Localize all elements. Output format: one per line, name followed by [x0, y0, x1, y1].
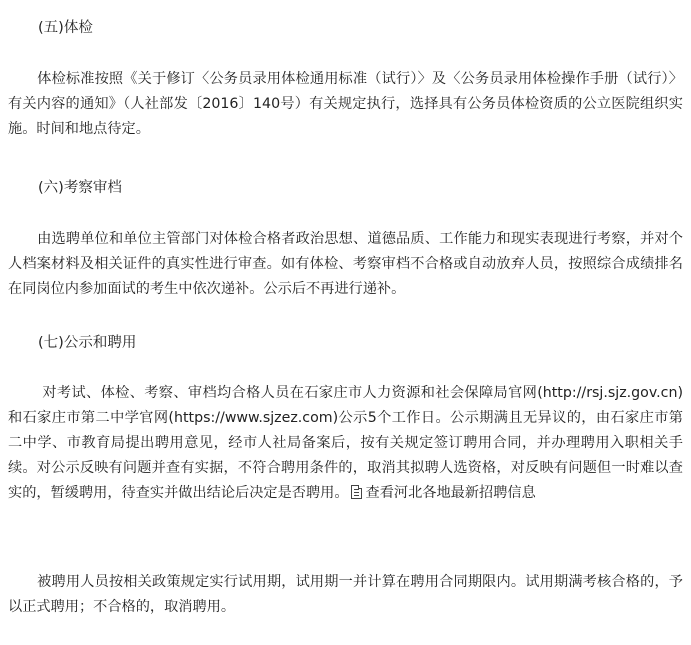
section-heading-publicity: (七)公示和聘用: [38, 335, 137, 351]
hebei-jobs-link-label: 查看河北各地最新招聘信息: [365, 485, 536, 501]
paragraph-physical-exam-text: 体检标准按照《关于修订〈公务员录用体检通用标准（试行）〉及〈公务员录用体检操作手册（试行）〉有关内容的通知》（人社部发〔2016〕140号）有关规定执行，选择具有公务员体检资质的公立医院组织实施。时间和地点待定。: [8, 71, 683, 137]
paragraph-investigation-text: 由选聘单位和单位主管部门对体检合格者政治思想、道德品质、工作能力和现实表现进行考察，并对个人档案材料及相关证件的真实性进行审查。如有体检、考察审档不合格或自动放弃人员，按照综合成绩排名在同岗位内参加面试的考生中依次递补。公示后不再进行递补。: [8, 231, 683, 297]
document-icon: [351, 485, 362, 499]
section-heading-investigation: (六)考察审档: [38, 180, 122, 196]
paragraph-investigation: [8, 227, 683, 302]
section-heading-physical-exam: (五)体检: [38, 20, 93, 36]
paragraph-probation-text: 被聘用人员按相关政策规定实行试用期，试用期一并计算在聘用合同期限内。试用期满考核合格的，予以正式聘用；不合格的，取消聘用。: [8, 574, 683, 615]
paragraph-probation: [8, 570, 683, 620]
paragraph-physical-exam: [8, 67, 683, 142]
paragraph-publicity-text: 对考试、体检、考察、审档均合格人员在石家庄市人力资源和社会保障局官网(http://rsj.sjz.gov.cn)和石家庄市第二中学官网(https://www.sjzez.com)公示5个工作日。公示期满且无异议的，由石家庄市第二中学、市教育局提出聘用意见，经市人社局备案后，按有关规定签订聘用合同，并办理聘用入职相关手续。对公示反映有问题并查有实据，不符合聘用条件的，取消其拟聘人选资格，对反映有问题但一时难以查实的，暂缓聘用，待查实并做出结论后决定是否聘用。: [8, 385, 683, 501]
hebei-jobs-link[interactable]: [349, 485, 536, 501]
paragraph-publicity: [8, 381, 683, 506]
